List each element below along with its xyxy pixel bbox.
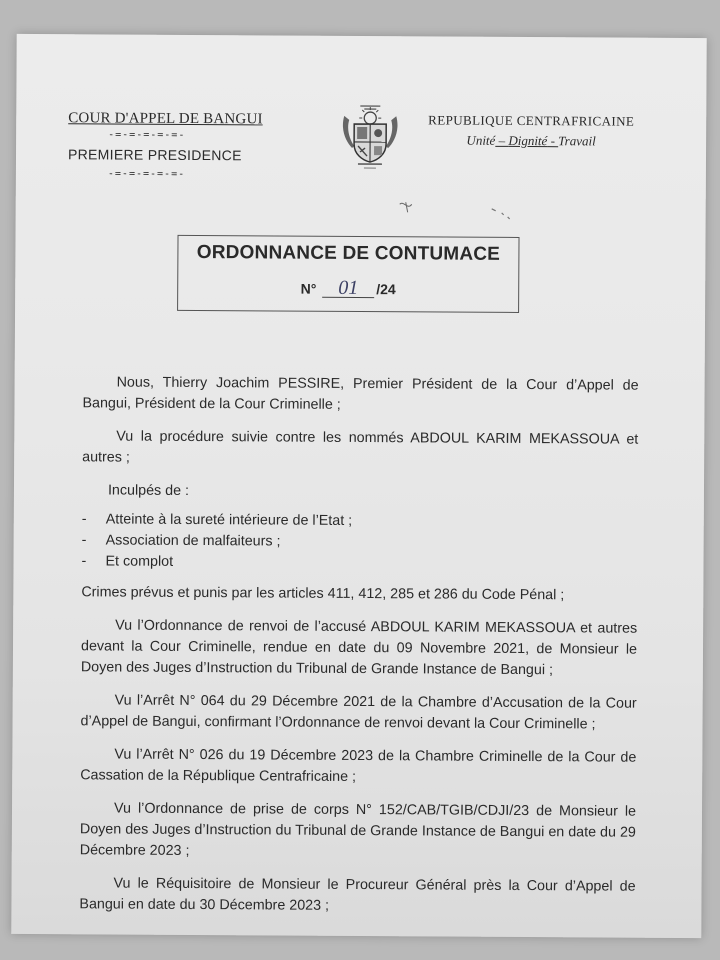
- paragraph: Vu la procédure suivie contre les nommés ABDOUL KARIM MEKASSOUA et autres ;: [82, 428, 639, 466]
- charges-list: [81, 509, 637, 575]
- motto-word: Travail: [558, 133, 596, 149]
- motto-dash: –: [495, 132, 509, 148]
- republic-name: REPUBLIQUE CENTRAFRICAINE: [428, 112, 635, 129]
- paragraph: Vu l’Arrêt N° 026 du 19 Décembre 2023 de la Chambre Criminelle de la Cour de Cassation de la République Centrafricaine ;: [80, 746, 637, 785]
- coat-of-arms-icon: [338, 102, 402, 172]
- paragraph: Vu l’Arrêt N° 064 du 29 Décembre 2021 de la Chambre d’Accusation de la Cour d’Appel de Bangui, confirmant l’Ordonnance de renvoi devant la Cour Criminelle ;: [80, 692, 637, 733]
- ink-mark: [396, 196, 556, 227]
- list-item: - Et complot: [81, 551, 637, 575]
- separator-line: -=-=-=-=-=-: [108, 129, 186, 141]
- charges-label: Inculpés de :: [107, 482, 190, 499]
- list-item: - Association de malfaiteurs ;: [82, 530, 638, 554]
- document-page: [11, 34, 706, 938]
- document-number: [178, 278, 518, 299]
- motto-word: Dignité: [508, 132, 548, 149]
- paragraph: Crimes prévus et punis par les articles 411, 412, 285 et 286 du Code Pénal ;: [81, 584, 565, 604]
- court-name: COUR D'APPEL DE BANGUI: [68, 110, 263, 128]
- list-item: - Atteinte à la sureté intérieure de l’Etat ;: [82, 509, 638, 533]
- number-suffix: /24: [376, 281, 396, 298]
- motto-dash: -: [547, 133, 559, 149]
- document-body: [79, 372, 638, 930]
- separator-line: -=-=-=-=-=-: [107, 168, 186, 180]
- paragraph: Vu l’Ordonnance de renvoi de l’accusé ABDOUL KARIM MEKASSOUA et autres devant la Cour Criminelle, rendue en date du 09 Novembre 2021, de Monsieur le Doyen des Juges d’Instruction du Tribunal de Grande Instance de Bangui ;: [80, 617, 638, 679]
- document-title: ORDONNANCE DE CONTUMACE: [196, 242, 501, 265]
- paragraph: Nous, Thierry Joachim PESSIRE, Premier Président de la Cour d’Appel de Bangui, Président de la Cour Criminelle ;: [82, 374, 639, 413]
- handwritten-number: 01: [322, 279, 374, 298]
- title-box: [177, 235, 519, 313]
- presidency-label: PREMIERE PRESIDENCE: [67, 146, 242, 164]
- number-prefix: N°: [300, 280, 317, 297]
- header-right-block: [426, 112, 636, 149]
- header-left-block: [68, 110, 288, 180]
- national-motto: [426, 132, 636, 149]
- motto-word: Unité: [466, 132, 496, 148]
- paragraph: Vu l’Ordonnance de prise de corps N° 152/CAB/TGIB/CDJI/23 de Monsieur le Doyen des Juges d’Instruction du Tribunal de Grande Instance de Bangui en date du 29 Décembre 2023 ;: [79, 800, 637, 859]
- paragraph: Vu le Réquisitoire de Monsieur le Procureur Général près la Cour d’Appel de Bangui en date du 30 Décembre 2023 ;: [79, 875, 636, 914]
